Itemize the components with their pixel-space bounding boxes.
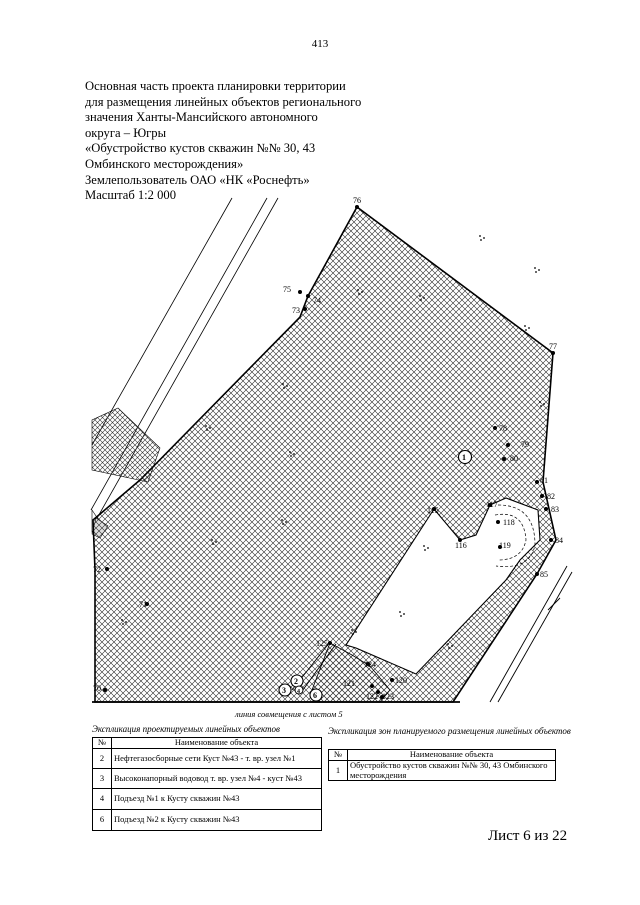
page-number: 413 bbox=[311, 38, 329, 50]
table-header bbox=[329, 750, 556, 761]
point-label: 78 bbox=[499, 424, 507, 433]
seam-line-label: линия совмещения с листом 5 bbox=[235, 709, 343, 719]
legend-linear-table bbox=[92, 737, 322, 831]
object-marker-3: 3 bbox=[282, 686, 286, 695]
row-number: 3 bbox=[93, 769, 112, 789]
legend-zones-caption: Экспликация зон планируемого размещения линейных объектов bbox=[328, 726, 571, 736]
point-label: 117 bbox=[486, 500, 498, 509]
point-label: 83 bbox=[551, 505, 559, 514]
table-header bbox=[93, 738, 322, 749]
column-header-no: № bbox=[329, 750, 348, 761]
table-row bbox=[93, 749, 322, 769]
table-row bbox=[93, 810, 322, 831]
point-label: 81 bbox=[540, 476, 548, 485]
title-line: для размещения линейных объектов регионального bbox=[85, 94, 362, 109]
point-label: 125 bbox=[316, 639, 328, 648]
column-header-name: Наименование объекта bbox=[112, 738, 322, 749]
row-number: 4 bbox=[93, 789, 112, 810]
point-label: 123 bbox=[382, 692, 394, 701]
table-row bbox=[329, 761, 556, 781]
row-name: Подъезд №1 к Кусту скважин №43 bbox=[112, 789, 322, 810]
planning-zone-area bbox=[93, 207, 556, 702]
point-label: 119 bbox=[499, 541, 511, 550]
legend-linear-caption: Экспликация проектируемых линейных объектов bbox=[92, 724, 280, 734]
table-row bbox=[93, 789, 322, 810]
title-line: Основная часть проекта планировки территории bbox=[85, 79, 346, 93]
sheet-number: Лист 6 из 22 bbox=[488, 828, 568, 844]
point-label: 74 bbox=[313, 296, 321, 305]
point-label: 80 bbox=[510, 454, 518, 463]
point-label: 85 bbox=[540, 570, 548, 579]
point-label: 115 bbox=[427, 506, 439, 515]
title-line: Землепользователь ОАО «НК «Роснефть» bbox=[85, 172, 310, 187]
point-label: 118 bbox=[503, 518, 515, 527]
object-marker-2: 2 bbox=[294, 677, 298, 686]
point-label: 71 bbox=[139, 600, 147, 609]
object-marker-6: 6 bbox=[313, 691, 317, 700]
scale-label: Масштаб 1:2 000 bbox=[85, 188, 177, 203]
row-name: Подъезд №2 к Кусту скважин №43 bbox=[112, 810, 322, 831]
point-label: 116 bbox=[455, 541, 467, 550]
table-row bbox=[93, 769, 322, 789]
point-label: 75 bbox=[283, 285, 291, 294]
point-label: 121 bbox=[343, 679, 355, 688]
row-name: Высоконапорный водовод т. вр. узел №4 - куст №43 bbox=[112, 769, 322, 789]
point-label: 82 bbox=[547, 492, 555, 501]
point-label: 79 bbox=[521, 440, 529, 449]
object-marker-1: 1 bbox=[462, 453, 466, 462]
title-line: значения Ханты-Мансийского автономного bbox=[85, 110, 318, 125]
row-number: 6 bbox=[93, 810, 112, 831]
column-header-no: № bbox=[93, 738, 112, 749]
legend-zones-table bbox=[328, 749, 556, 781]
point-label: 120 bbox=[395, 676, 407, 685]
point-label: 84 bbox=[555, 536, 563, 545]
row-number: 1 bbox=[329, 761, 348, 781]
point-label: 77 bbox=[549, 342, 557, 351]
point-label: 124 bbox=[364, 660, 376, 669]
point-label: 72 bbox=[93, 565, 101, 574]
object-marker-4: 4 bbox=[297, 689, 300, 695]
column-header-name: Наименование объекта bbox=[348, 750, 556, 761]
point-label: 73 bbox=[292, 306, 300, 315]
row-name: Обустройство кустов скважин №№ 30, 43 Омбинского месторождения bbox=[348, 761, 556, 781]
row-number: 2 bbox=[93, 749, 112, 769]
title-line: Омбинского месторождения» bbox=[85, 156, 244, 171]
point-label: 122 bbox=[366, 692, 378, 701]
row-name: Нефтегазосборные сети Куст №43 - т. вр. узел №1 bbox=[112, 749, 322, 769]
title-line: «Обустройство кустов скважин №№ 30, 43 bbox=[85, 141, 316, 156]
title-line: округа – Югры bbox=[85, 125, 167, 140]
point-label: 70 bbox=[93, 684, 101, 693]
point-label: 76 bbox=[353, 196, 361, 205]
